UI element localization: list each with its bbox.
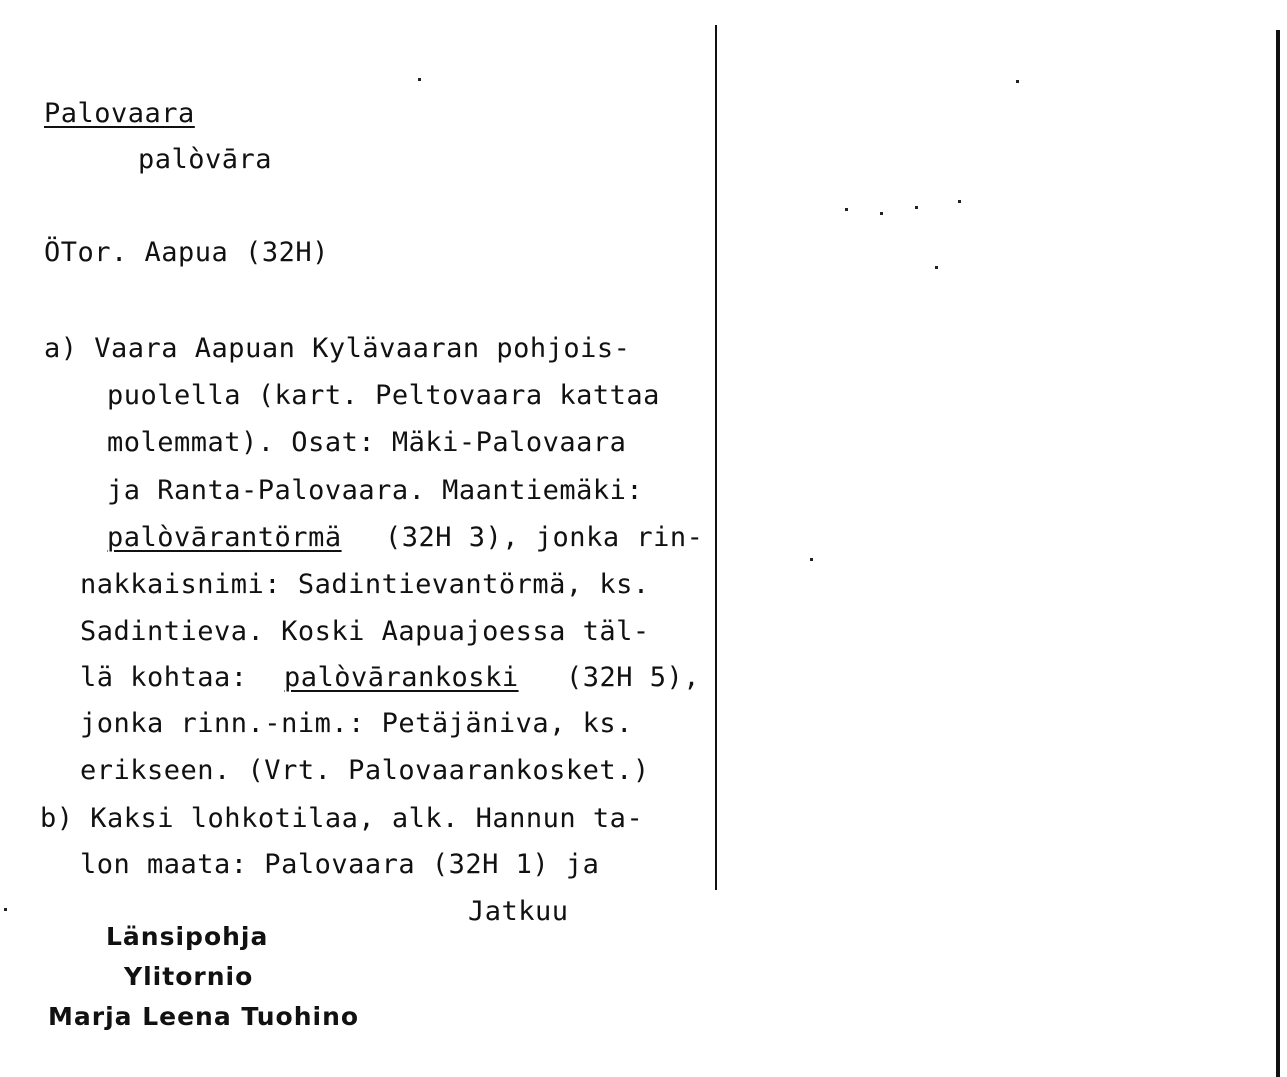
scan-speck (418, 78, 421, 81)
scan-speck (935, 266, 938, 269)
stamp-collector: Marja Leena Tuohino (48, 1002, 360, 1031)
pronunciation: palо̀vāra (138, 144, 273, 175)
body-line: puolella (kart. Peltovaara kattaa (107, 380, 660, 411)
card-heading: Palovaara (44, 98, 195, 129)
stamp-parish: Ylitornio (124, 962, 254, 991)
underlined-term: palо̀vārankoski (284, 662, 519, 693)
body-line: (32H 3), jonka rin- (385, 522, 704, 553)
body-line: lä kohtaa: (80, 662, 248, 693)
body-line: nakkaisnimi: Sadintievantörmä, ks. (80, 569, 650, 600)
body-line: a) Vaara Aapuan Kylävaaran pohjois- (44, 333, 631, 364)
body-line: (32H 5), (566, 662, 701, 693)
scan-speck (4, 908, 7, 911)
scan-speck (1016, 80, 1019, 83)
body-line: Sadintieva. Koski Aapuajoessa täl- (80, 616, 650, 647)
stamp-region: Länsipohja (106, 922, 269, 951)
underlined-term: palо̀vārantörmä (107, 522, 342, 553)
body-line: ja Ranta-Palovaara. Maantiemäki: (107, 475, 644, 506)
continues-note: Jatkuu (468, 896, 569, 927)
body-line: jonka rinn.-nim.: Petäjäniva, ks. (80, 708, 633, 739)
locality: ÖTor. Aapua (32H) (44, 237, 329, 268)
scan-speck (845, 208, 848, 211)
body-line: erikseen. (Vrt. Palovaarankosket.) (80, 755, 650, 786)
body-line: b) Kaksi lohkotilaa, alk. Hannun ta- (40, 803, 644, 834)
card-edge-divider (715, 25, 717, 890)
scan-speck (915, 206, 918, 209)
scan-speck (880, 212, 883, 215)
body-line: molemmat). Osat: Mäki-Palovaara (107, 427, 627, 458)
body-line: lon maata: Palovaara (32H 1) ja (80, 849, 600, 880)
scan-speck (958, 200, 961, 203)
right-border-line (1276, 30, 1280, 1077)
scan-speck (810, 558, 813, 561)
